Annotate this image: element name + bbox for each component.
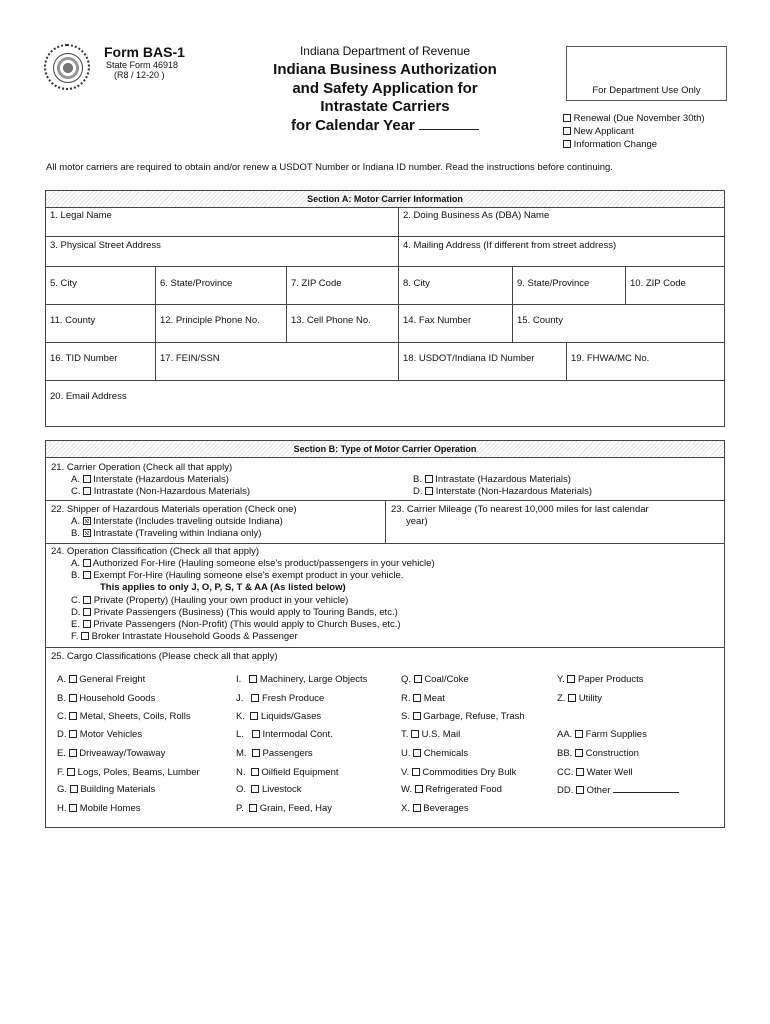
cargo-m-checkbox[interactable] [252, 749, 260, 757]
cargo-d-checkbox[interactable] [69, 730, 77, 738]
new-applicant-option [563, 125, 705, 138]
q22-b-checkbox[interactable] [83, 529, 91, 537]
cargo-r-checkbox[interactable] [413, 694, 421, 702]
information-change-checkbox[interactable] [563, 140, 571, 148]
q21-option-c: C. Intrastate (Non-Hazardous Materials) [71, 486, 251, 497]
email-address-field[interactable]: 20. Email Address [50, 391, 127, 402]
q21-option-d: D. Interstate (Non-Hazardous Materials) [413, 486, 593, 497]
zip-code-field[interactable]: 7. ZIP Code [287, 267, 399, 305]
calendar-year-field[interactable] [419, 118, 479, 130]
title-line-2: and Safety Application for [292, 79, 478, 97]
section-b-title: Section B: Type of Motor Carrier Operation [46, 441, 724, 458]
cargo-q-checkbox[interactable] [414, 675, 422, 683]
cargo-p[interactable]: P. Grain, Feed, Hay [236, 803, 333, 814]
q22-a-checkbox[interactable] [83, 517, 91, 525]
divider-22 [46, 543, 724, 544]
cell-phone-field[interactable]: 13. Cell Phone No. [287, 305, 399, 343]
cargo-cc-checkbox[interactable] [576, 768, 584, 776]
legal-name-field[interactable]: 1. Legal Name [46, 207, 399, 237]
cargo-k[interactable]: K. Liquids/Gases [236, 711, 322, 722]
cargo-z-checkbox[interactable] [568, 694, 576, 702]
cargo-h[interactable]: H. Mobile Homes [57, 803, 141, 814]
q24-option-a: A. Authorized For-Hire (Hauling someone else's product/passengers in your vehicle) [71, 558, 435, 569]
cargo-z[interactable]: Z. Utility [557, 693, 602, 704]
dba-name-field[interactable]: 2. Doing Business As (DBA) Name [399, 207, 724, 237]
q24-c-checkbox[interactable] [83, 596, 91, 604]
mailing-county-field[interactable]: 15. County [513, 305, 724, 343]
cargo-a-checkbox[interactable] [69, 675, 77, 683]
cargo-aa-checkbox[interactable] [575, 730, 583, 738]
intro-text: All motor carriers are required to obtain and/or renew a USDOT Number or Indiana ID number. Read the instructions before continuing. [46, 162, 613, 173]
cargo-p-checkbox[interactable] [249, 804, 257, 812]
fein-ssn-field[interactable]: 17. FEIN/SSN [156, 343, 399, 381]
mailing-zip-code-field[interactable]: 10. ZIP Code [626, 267, 724, 305]
cargo-u[interactable]: U. Chemicals [401, 748, 469, 759]
cargo-j[interactable]: J. Fresh Produce [236, 693, 325, 704]
cargo-y-checkbox[interactable] [567, 675, 575, 683]
state-province-field[interactable]: 6. State/Province [156, 267, 287, 305]
cargo-e[interactable]: E. Driveaway/Towaway [57, 748, 166, 759]
cargo-j-checkbox[interactable] [251, 694, 259, 702]
q24-option-d: D. Private Passengers (Business) (This would apply to Touring Bands, etc.) [71, 607, 398, 618]
q24-note: This applies to only J, O, P, S, T & AA (As listed below) [100, 582, 346, 593]
state-form-number: State Form 46918 [106, 60, 179, 70]
department-use-label: For Department Use Only [592, 85, 701, 96]
q24-a-checkbox[interactable] [83, 559, 91, 567]
cargo-b[interactable]: B. Household Goods [57, 693, 156, 704]
cargo-bb-checkbox[interactable] [575, 749, 583, 757]
cargo-o-checkbox[interactable] [251, 785, 259, 793]
department-name: Indiana Department of Revenue [299, 44, 471, 58]
cargo-s[interactable]: S. Garbage, Refuse, Trash [401, 711, 525, 722]
mailing-address-field[interactable]: 4. Mailing Address (If different from street address) [399, 237, 724, 267]
new-applicant-label: New Applicant [573, 126, 634, 137]
q25-label: 25. Cargo Classifications (Please check all that apply) [51, 651, 278, 662]
mailing-state-province-field[interactable]: 9. State/Province [513, 267, 626, 305]
cargo-n[interactable]: N. Oilfield Equipment [236, 767, 339, 778]
cargo-s-checkbox[interactable] [413, 712, 421, 720]
usdot-id-field[interactable]: 18. USDOT/Indiana ID Number [399, 343, 567, 381]
cargo-t-checkbox[interactable] [411, 730, 419, 738]
cargo-w-checkbox[interactable] [415, 785, 423, 793]
q24-e-checkbox[interactable] [83, 620, 91, 628]
title-line-4 [250, 117, 520, 136]
information-change-label: Information Change [573, 139, 658, 150]
cargo-g-checkbox[interactable] [70, 785, 78, 793]
renewal-label: Renewal (Due November 30th) [573, 113, 705, 124]
q21-a-checkbox[interactable] [83, 475, 91, 483]
cargo-v[interactable]: V. Commodities Dry Bulk [401, 767, 517, 778]
form-id [104, 44, 185, 80]
divider-24 [46, 647, 724, 648]
section-a-title: Section A: Motor Carrier Information [46, 191, 724, 208]
section-a [45, 190, 725, 427]
q21-c-checkbox[interactable] [83, 487, 91, 495]
cargo-f[interactable]: F. Logs, Poles, Beams, Lumber [57, 767, 200, 778]
q22-option-b: B. Intrastate (Traveling within Indiana only) [71, 528, 262, 539]
cargo-v-checkbox[interactable] [412, 768, 420, 776]
cargo-g[interactable]: G. Building Materials [57, 784, 156, 795]
calendar-year-label: for Calendar Year [290, 116, 415, 134]
cargo-c[interactable]: C. Metal, Sheets, Coils, Rolls [57, 711, 191, 722]
q21-d-checkbox[interactable] [425, 487, 433, 495]
q24-label: 24. Operation Classification (Check all that apply) [51, 546, 260, 557]
cargo-bb[interactable]: BB. Construction [557, 748, 639, 759]
renewal-checkbox[interactable] [563, 114, 571, 122]
cargo-a[interactable]: A. General Freight [57, 674, 146, 685]
cargo-c-checkbox[interactable] [69, 712, 77, 720]
q24-d-checkbox[interactable] [83, 608, 91, 616]
fhwa-mc-field[interactable]: 19. FHWA/MC No. [567, 343, 724, 381]
state-seal [44, 44, 90, 90]
cargo-r[interactable]: R. Meat [401, 693, 445, 704]
q24-option-f: F. Broker Intrastate Household Goods & Passenger [71, 631, 298, 642]
renewal-option [563, 112, 705, 125]
q24-f-checkbox[interactable] [81, 632, 89, 640]
new-applicant-checkbox[interactable] [563, 127, 571, 135]
title-line-3: Intrastate Carriers [320, 98, 450, 115]
cargo-l-checkbox[interactable] [252, 730, 260, 738]
cargo-f-checkbox[interactable] [67, 768, 75, 776]
cargo-u-checkbox[interactable] [413, 749, 421, 757]
cargo-aa[interactable]: AA. Farm Supplies [557, 729, 647, 740]
department-use-box [566, 46, 727, 101]
cargo-e-checkbox[interactable] [69, 749, 77, 757]
cargo-x[interactable]: X. Beverages [401, 803, 469, 814]
q24-option-e: E. Private Passengers (Non-Profit) (This would apply to Church Buses, etc.) [71, 619, 401, 630]
cargo-n-checkbox[interactable] [251, 768, 259, 776]
form-revision: (R8 / 12-20 ) [114, 70, 165, 80]
q23-label-line1: 23. Carrier Mileage (To nearest 10,000 miles for last calendar [391, 504, 649, 515]
q21-option-b: B. Intrastate (Hazardous Materials) [413, 474, 571, 485]
form-name: Form BAS-1 [104, 44, 185, 60]
cargo-o[interactable]: O. Livestock [236, 784, 302, 795]
section-b [45, 440, 725, 828]
county-field[interactable]: 11. County [46, 305, 156, 343]
q24-option-c: C. Private (Property) (Hauling your own product in your vehicle) [71, 595, 349, 606]
application-type [563, 112, 705, 151]
q21-option-a: A. Interstate (Hazardous Materials) [71, 474, 229, 485]
cargo-h-checkbox[interactable] [69, 804, 77, 812]
cargo-i-checkbox[interactable] [249, 675, 257, 683]
cargo-l[interactable]: L. Intermodal Cont. [236, 729, 333, 740]
cargo-q[interactable]: Q. Coal/Coke [401, 674, 469, 685]
form-title [250, 61, 520, 135]
cargo-x-checkbox[interactable] [413, 804, 421, 812]
tid-number-field[interactable]: 16. TID Number [46, 343, 156, 381]
cargo-dd[interactable]: DD. Other [557, 784, 679, 796]
q22-option-a: A. Interstate (Includes traveling outside Indiana) [71, 516, 283, 527]
cargo-i[interactable]: I. Machinery, Large Objects [236, 674, 368, 685]
divider-22-23 [385, 500, 386, 543]
q24-b-checkbox[interactable] [83, 571, 91, 579]
cargo-w[interactable]: W. Refrigerated Food [401, 784, 502, 795]
cargo-d[interactable]: D. Motor Vehicles [57, 729, 143, 740]
information-change-option [563, 138, 705, 151]
cargo-cc[interactable]: CC. Water Well [557, 767, 633, 778]
q21-b-checkbox[interactable] [425, 475, 433, 483]
cargo-k-checkbox[interactable] [250, 712, 258, 720]
q24-option-b: B. Exempt For-Hire (Hauling someone else's exempt product in your vehicle. [71, 570, 404, 581]
city-field[interactable]: 5. City [46, 267, 156, 305]
principal-phone-field[interactable]: 12. Principle Phone No. [156, 305, 287, 343]
cargo-dd-checkbox[interactable] [576, 786, 584, 794]
cargo-b-checkbox[interactable] [69, 694, 77, 702]
mailing-city-field[interactable]: 8. City [399, 267, 513, 305]
other-cargo-field[interactable] [613, 784, 679, 793]
fax-number-field[interactable]: 14. Fax Number [399, 305, 513, 343]
title-line-1: Indiana Business Authorization [273, 61, 497, 78]
cargo-t[interactable]: T. U.S. Mail [401, 729, 461, 740]
q23-label-line2: year) [406, 516, 428, 527]
q21-label: 21. Carrier Operation (Check all that apply) [51, 462, 233, 473]
cargo-y[interactable]: Y. Paper Products [557, 674, 644, 685]
q22-label: 22. Shipper of Hazardous Materials operation (Check one) [51, 504, 297, 515]
physical-address-field[interactable]: 3. Physical Street Address [46, 237, 399, 267]
cargo-m[interactable]: M. Passengers [236, 748, 313, 759]
